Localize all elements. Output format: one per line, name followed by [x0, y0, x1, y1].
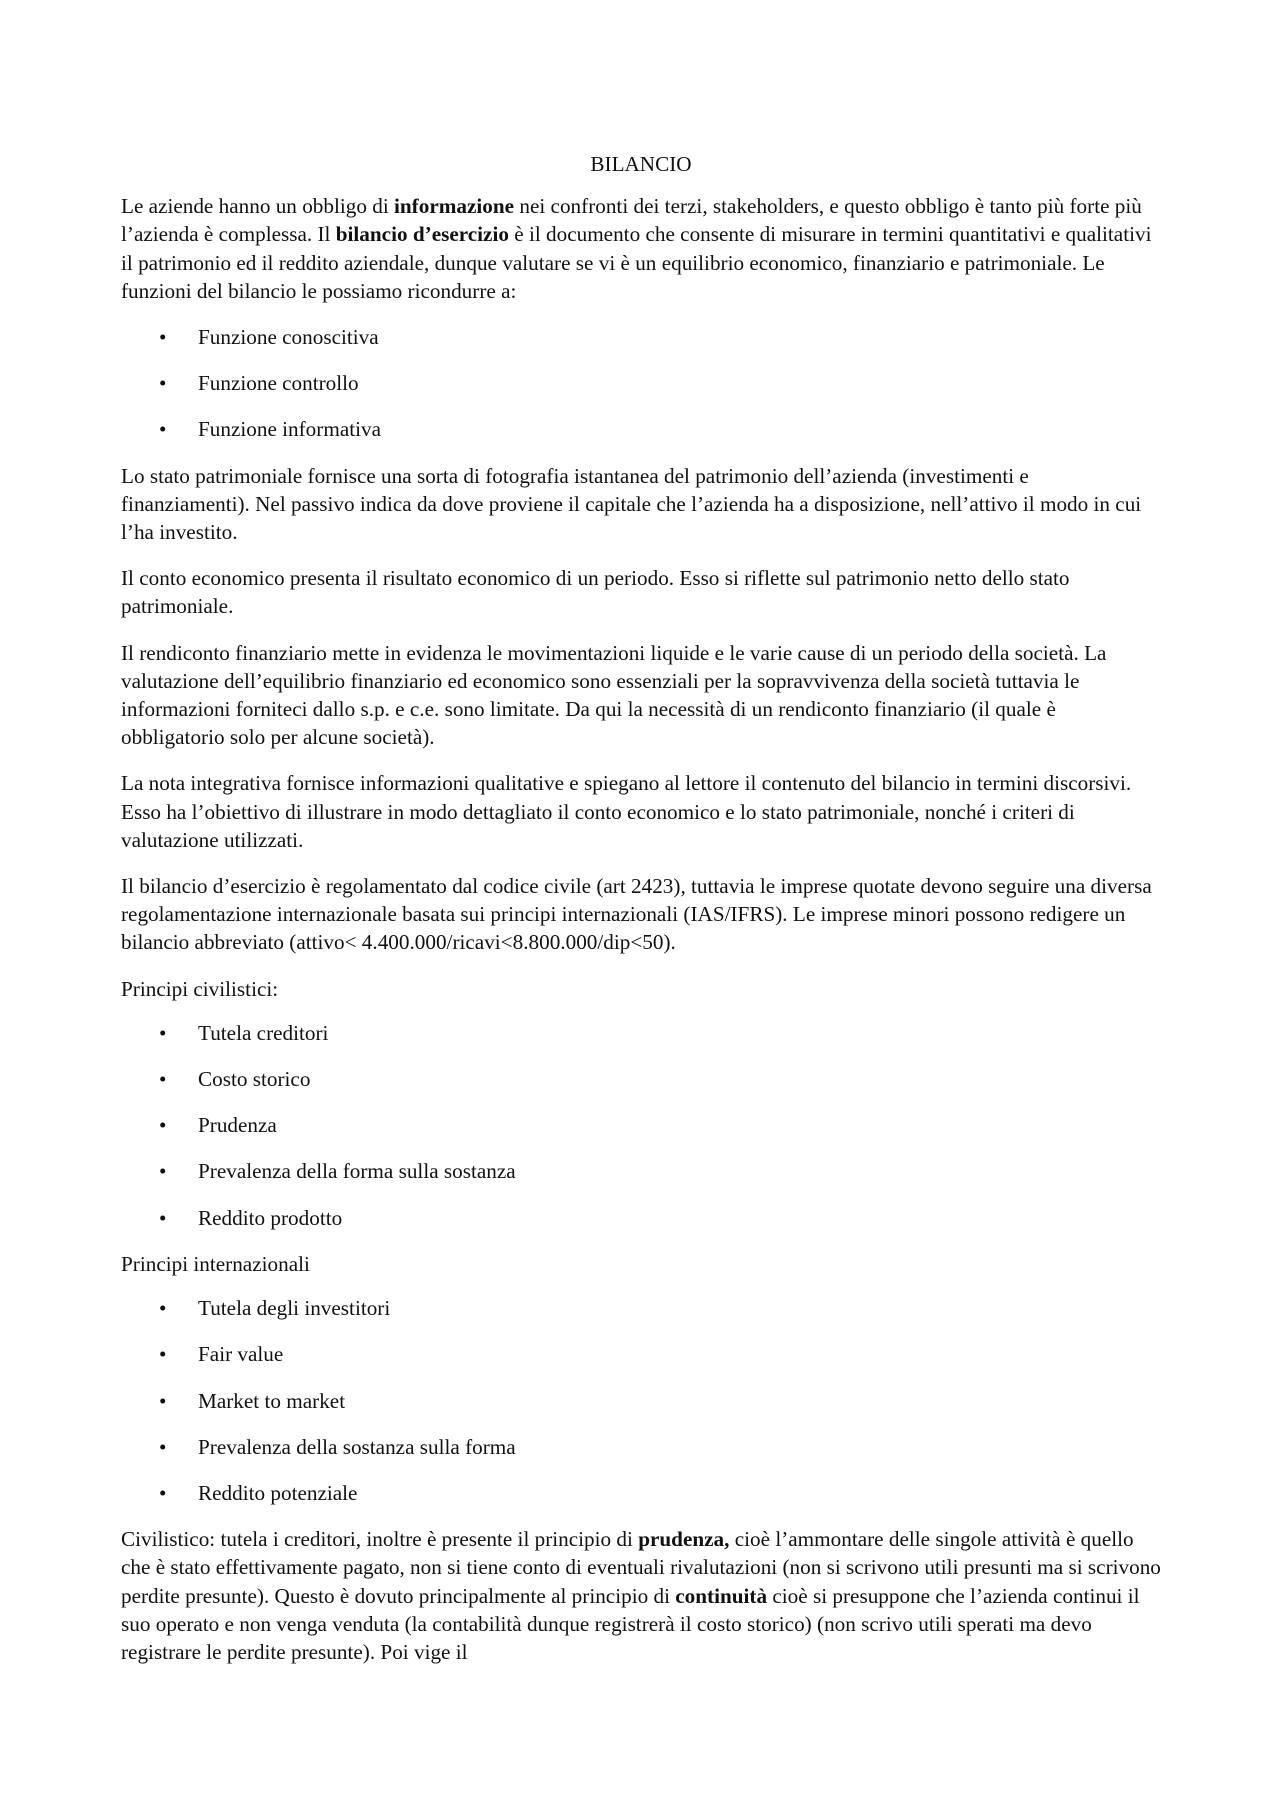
list-item: • Funzione conoscitiva — [121, 323, 1161, 351]
principi-internazionali-label: Principi internazionali — [121, 1251, 310, 1276]
page-title: BILANCIO — [590, 152, 692, 176]
funzioni-list — [121, 323, 1161, 444]
intro-bold-bilancio: bilancio d’esercizio — [335, 222, 509, 247]
list-item: • Prudenza — [121, 1111, 1161, 1139]
list-item: • Tutela creditori — [121, 1019, 1161, 1047]
civilistico-text-3: cioè si presuppone che l’azienda continui il suo operato e non venga venduta (la contabilità dunque registrerà il costo storico) (non scrivo utili sperati ma devo registrare le perdite presunte). Poi vige il — [121, 1583, 1140, 1664]
document-page — [121, 150, 1161, 1684]
list-item: • Funzione informativa — [121, 415, 1161, 443]
list-item: • Market to market — [121, 1387, 1161, 1415]
list-item: • Funzione controllo — [121, 369, 1161, 397]
principi-civilistici-label: Principi civilistici: — [121, 976, 279, 1001]
list-item: • Fair value — [121, 1340, 1161, 1368]
list-item: • Reddito potenziale — [121, 1479, 1161, 1507]
intro-paragraph — [121, 192, 1161, 305]
intro-text-2: nei confronti dei terzi, stakeholders, e questo obbligo è tanto più forte più l’azienda è complessa. Il — [121, 194, 1142, 247]
intro-text-1: Le aziende hanno un obbligo di — [121, 194, 395, 219]
civilistico-bold-continuita: continuità — [675, 1583, 768, 1608]
paragraph-rendiconto: Il rendiconto finanziario mette in evidenza le movimentazioni liquide e le varie cause di un periodo della società. La valutazione dell’equilibrio finanziario ed economico sono essenziali per la sopravvivenza della società tuttavia le informazioni forniteci dallo s.p. e c.e. sono limitate. Da qui la necessità di un rendiconto finanziario (il quale è obbligatorio solo per alcune società). — [121, 640, 1107, 750]
intro-text-3: è il documento che consente di misurare in termini quantitativi e qualitativi il patrimonio ed il reddito aziendale, dunque valutare se vi è un equilibrio economico, finanziario e patrimoniale. Le funzioni del bilancio le possiamo ricondurre a: — [121, 222, 1152, 303]
principi-civilistici-list — [121, 1019, 1161, 1232]
paragraph-regolamentazione: Il bilancio d’esercizio è regolamentato dal codice civile (art 2423), tuttavia le imprese quotate devono seguire una diversa regolamentazione internazionale basata sui principi internazionali (IAS/IFRS). Le imprese minori possono redigere un bilancio abbreviato (attivo< 4.400.000/ricavi<8.800.000/dip<50). — [121, 874, 1152, 955]
principi-internazionali-list — [121, 1294, 1161, 1507]
civilistico-text-1: Civilistico: tutela i creditori, inoltre è presente il principio di — [121, 1527, 639, 1552]
civilistico-bold-prudenza: prudenza, — [638, 1527, 730, 1552]
civilistico-text-2: cioè l’ammontare delle singole attività è quello che è stato effettivamente pagato, non si tiene conto di eventuali rivalutazioni (non si scrivono utili presunti ma si scrivono perdite presunte). Questo è dovuto principalmente al principio di — [121, 1527, 1161, 1608]
list-item: • Costo storico — [121, 1065, 1161, 1093]
list-item: • Tutela degli investitori — [121, 1294, 1161, 1322]
list-item: • Prevalenza della forma sulla sostanza — [121, 1157, 1161, 1185]
paragraph-stato-patrimoniale: Lo stato patrimoniale fornisce una sorta di fotografia istantanea del patrimonio dell’azienda (investimenti e finanziamenti). Nel passivo indica da dove proviene il capitale che l’azienda ha a disposizione, nell’attivo il modo in cui l’ha investito. — [121, 463, 1142, 545]
list-item: • Prevalenza della sostanza sulla forma — [121, 1433, 1161, 1461]
intro-bold-informazione: informazione — [394, 194, 515, 219]
paragraph-nota-integrativa: La nota integrativa fornisce informazioni qualitative e spiegano al lettore il contenuto del bilancio in termini discorsivi. Esso ha l’obiettivo di illustrare in modo dettagliato il conto economico e lo stato patrimoniale, nonché i criteri di valutazione utilizzati. — [121, 771, 1132, 852]
list-item: • Reddito prodotto — [121, 1204, 1161, 1232]
paragraph-civilistico — [121, 1525, 1161, 1666]
paragraph-conto-economico: Il conto economico presenta il risultato economico di un periodo. Esso si riflette sul patrimonio netto dello stato patrimoniale. — [121, 566, 1070, 619]
